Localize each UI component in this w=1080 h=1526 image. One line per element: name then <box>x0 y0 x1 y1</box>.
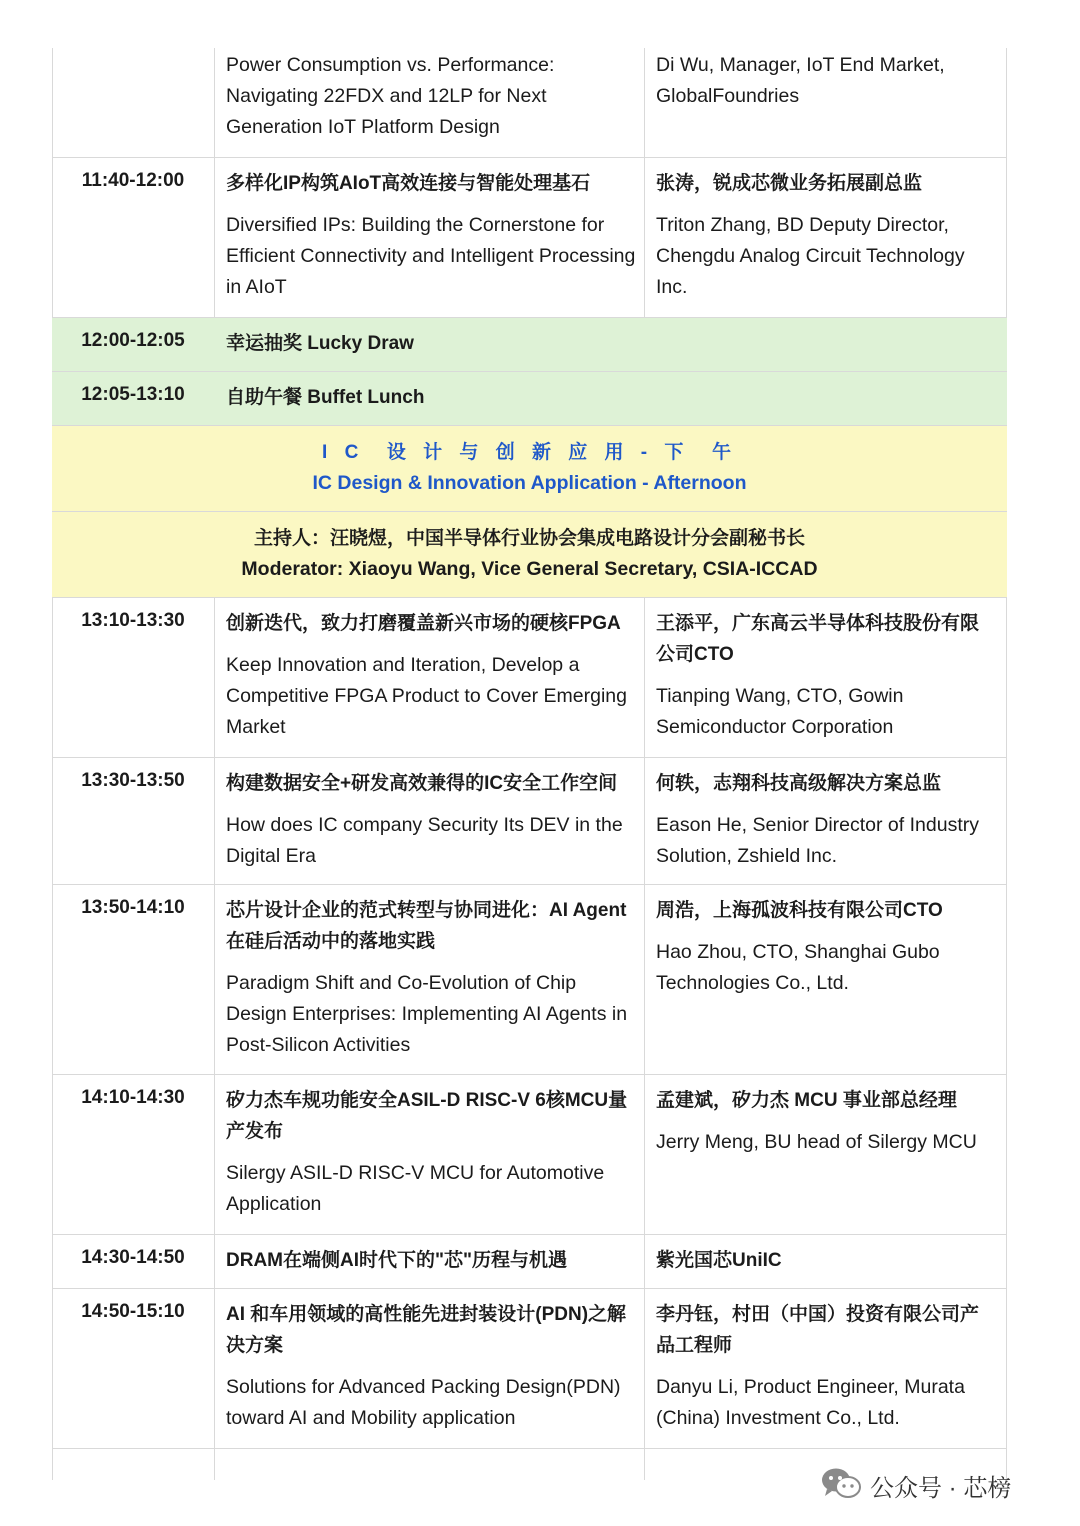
break-label: 自助午餐 Buffet Lunch <box>226 387 425 408</box>
topic-en: How does IC company Security Its DEV in the Digital Era <box>226 814 623 867</box>
session-time: 12:05-13:10 <box>81 384 185 405</box>
moderator-en: Moderator: Xiaoyu Wang, Vice General Secretary, CSIA-ICCAD <box>241 558 818 580</box>
session-title-zh: I C 设 计 与 创 新 应 用 - 下 午 <box>322 442 737 463</box>
speaker-zh: 紫光国芯UniIC <box>656 1250 782 1271</box>
topic-en: Silergy ASIL-D RISC-V MCU for Automotive Application <box>226 1162 605 1215</box>
topic-zh: 多样化IP构筑AIoT高效连接与智能处理基石 <box>226 173 591 194</box>
speaker-zh: 王添平，广东高云半导体科技股份有限公司CTO <box>656 613 980 665</box>
session-time: 11:40-12:00 <box>81 170 185 191</box>
speaker-zh: 张涛，锐成芯微业务拓展副总监 <box>656 173 923 194</box>
table-row <box>52 598 1007 758</box>
speaker-zh: 李丹钰，村田（中国）投资有限公司产品工程师 <box>656 1304 980 1356</box>
session-time: 13:10-13:30 <box>81 610 185 631</box>
speaker-zh: 周浩，上海孤波科技有限公司CTO <box>656 900 943 921</box>
speaker-en: Di Wu, Manager, IoT End Market, GlobalFoundries <box>656 54 945 107</box>
speaker-en: Eason He, Senior Director of Industry Solution, Zshield Inc. <box>656 814 979 867</box>
session-time: 14:30-14:50 <box>81 1247 185 1268</box>
topic-zh: DRAM在端侧AI时代下的"芯"历程与机遇 <box>226 1250 568 1271</box>
topic-en: Solutions for Advanced Packing Design(PDN) toward AI and Mobility application <box>226 1376 621 1429</box>
topic-en: Power Consumption vs. Performance: Navigating 22FDX and 12LP for Next Generation IoT Platform Design <box>226 54 555 138</box>
topic-en: Keep Innovation and Iteration, Develop a Competitive FPGA Product to Cover Emerging Market <box>226 654 627 738</box>
table-row <box>52 758 1007 885</box>
speaker-en: Jerry Meng, BU head of Silergy MCU <box>656 1131 977 1153</box>
agenda-table <box>52 48 1007 1480</box>
session-time: 13:30-13:50 <box>81 770 185 791</box>
speaker-en: Danyu Li, Product Engineer, Murata (China) Investment Co., Ltd. <box>656 1376 965 1429</box>
session-header <box>52 426 1007 512</box>
topic-zh: AI 和车用领域的高性能先进封装设计(PDN)之解决方案 <box>226 1304 627 1356</box>
table-row-highlight <box>52 318 1007 372</box>
session-time: 14:10-14:30 <box>81 1087 185 1108</box>
table-row <box>52 158 1007 318</box>
speaker-en: Hao Zhou, CTO, Shanghai Gubo Technologies Co., Ltd. <box>656 941 940 994</box>
wechat-icon <box>820 1466 862 1502</box>
topic-zh: 构建数据安全+研发高效兼得的IC安全工作空间 <box>226 773 618 794</box>
table-row <box>52 1235 1007 1289</box>
session-title-en: IC Design & Innovation Application - Afternoon <box>312 472 747 494</box>
break-label: 幸运抽奖 Lucky Draw <box>226 333 414 354</box>
session-time: 12:00-12:05 <box>81 330 185 351</box>
topic-en: Paradigm Shift and Co-Evolution of Chip Design Enterprises: Implementing AI Agents in Post-Silicon Activities <box>226 972 628 1056</box>
table-row-highlight <box>52 372 1007 426</box>
speaker-en: Triton Zhang, BD Deputy Director, Chengdu Analog Circuit Technology Inc. <box>656 214 965 298</box>
moderator-row <box>52 512 1007 598</box>
topic-zh: 芯片设计企业的范式转型与协同进化：AI Agent在硅后活动中的落地实践 <box>226 900 627 952</box>
table-row <box>52 1075 1007 1235</box>
topic-en: Diversified IPs: Building the Cornerstone for Efficient Connectivity and Intelligent Processing in AIoT <box>226 214 636 298</box>
topic-zh: 创新迭代，致力打磨覆盖新兴市场的硬核FPGA <box>226 613 621 634</box>
topic-zh: 矽力杰车规功能安全ASIL-D RISC-V 6核MCU量产发布 <box>226 1090 628 1142</box>
speaker-zh: 孟建斌，矽力杰 MCU 事业部总经理 <box>656 1090 957 1111</box>
speaker-en: Tianping Wang, CTO, Gowin Semiconductor Corporation <box>656 685 904 738</box>
watermark-text: 公众号 · 芯榜 <box>870 1475 1012 1502</box>
table-row <box>52 48 1007 158</box>
table-row <box>52 1289 1007 1449</box>
session-time: 13:50-14:10 <box>81 897 185 918</box>
watermark <box>820 1464 1060 1504</box>
table-row <box>52 885 1007 1075</box>
moderator-zh: 主持人：汪晓煜，中国半导体行业协会集成电路设计分会副秘书长 <box>253 528 805 549</box>
speaker-zh: 何轶，志翔科技高级解决方案总监 <box>656 773 942 794</box>
session-time: 14:50-15:10 <box>81 1301 185 1322</box>
